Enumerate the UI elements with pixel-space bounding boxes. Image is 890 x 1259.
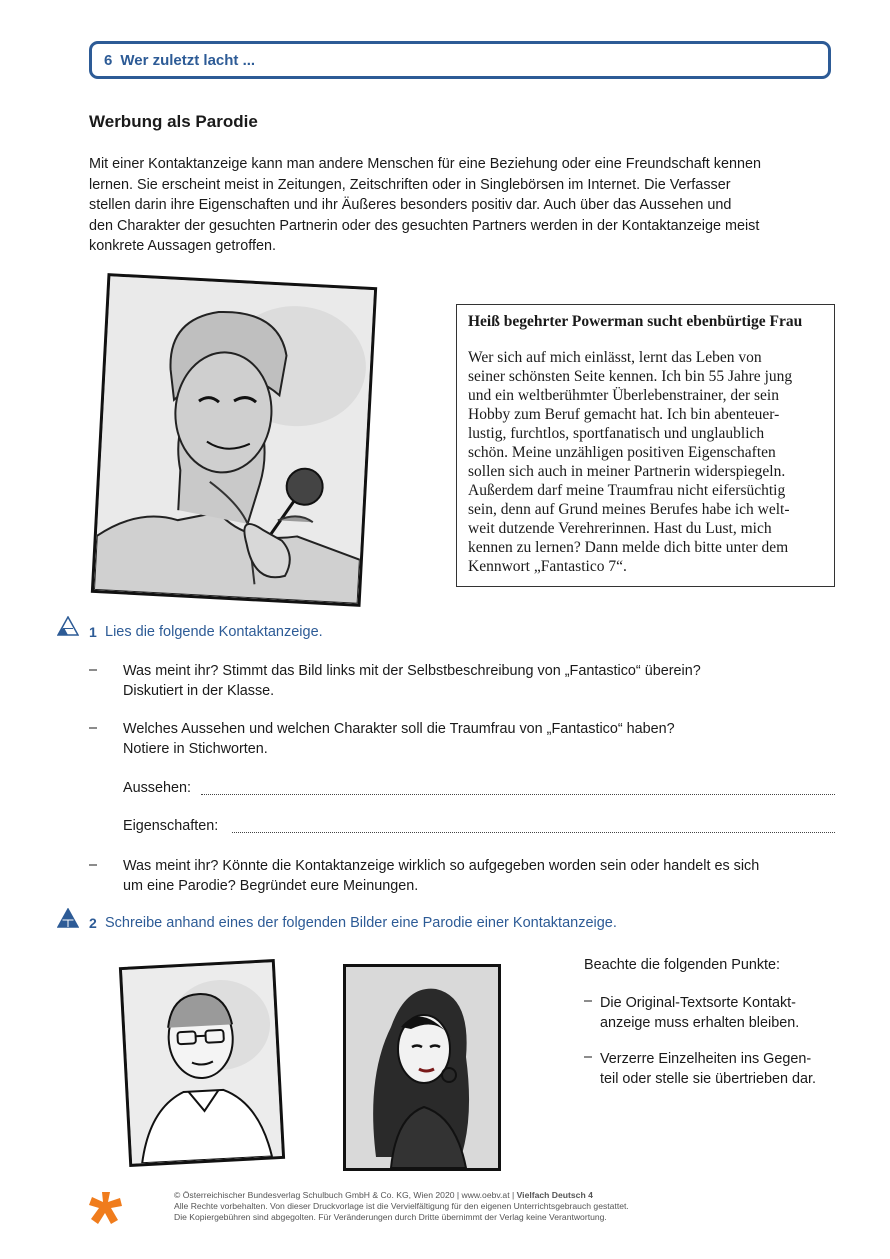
ad-line: Hobby zum Beruf gemacht hat. Ich bin abenteuer- bbox=[468, 406, 780, 423]
illustration-man-with-rose bbox=[91, 273, 377, 607]
task-1-bullet-2-line-2: Notiere in Stichworten. bbox=[123, 741, 268, 757]
woman-drawing bbox=[346, 967, 498, 1168]
appearance-label: Aussehen: bbox=[123, 780, 192, 796]
ad-line: kennen zu lernen? Dann melde dich bitte unter dem bbox=[468, 539, 789, 556]
note-2 bbox=[600, 1049, 816, 1089]
note-1-line-2: anzeige muss erhalten bleiben. bbox=[600, 1015, 800, 1031]
ad-line: Kennwort „Fantastico 7“. bbox=[468, 558, 627, 575]
ad-line: lustig, furchtlos, sportfanatisch und unglaublich bbox=[468, 425, 765, 442]
footer-copyright bbox=[174, 1190, 629, 1223]
footer-line-2: Alle Rechte vorbehalten. Von dieser Druckvorlage ist die Vervielfältigung für den eigenen Unterrichtsgebrauch gestattet. bbox=[174, 1201, 629, 1211]
chapter-header bbox=[104, 52, 255, 69]
ad-line: sollen sich auch in meiner Partnerin widerspiegeln. bbox=[468, 463, 786, 480]
contact-ad-title: Heiß begehrter Powerman sucht ebenbürtige Frau bbox=[468, 313, 803, 330]
bullet-dash: – bbox=[89, 857, 98, 873]
ad-line: sein, denn auf Grund meines Berufes habe ich welt- bbox=[468, 501, 790, 518]
level-2-triangle-icon bbox=[57, 908, 79, 928]
ad-line: Außerdem darf meine Traumfrau nicht eifersüchtig bbox=[468, 482, 786, 499]
note-1-line-1: Die Original-Textsorte Kontakt- bbox=[600, 995, 796, 1011]
task-1-number: 1 bbox=[89, 624, 97, 640]
ad-line: schön. Meine unzähligen positiven Eigenschaften bbox=[468, 444, 776, 461]
intro-line: lernen. Sie erscheint meist in Zeitungen, Zeitschriften oder in Singlebörsen im Internet. Die Verfasser bbox=[89, 176, 731, 193]
ad-line: und ein weltberühmter Überlebenstrainer, der sein bbox=[468, 387, 779, 404]
footer-book-title: Vielfach Deutsch 4 bbox=[516, 1190, 593, 1200]
publisher-logo-icon bbox=[88, 1190, 124, 1226]
traits-answer-line[interactable] bbox=[232, 820, 835, 833]
illustration-man-with-glasses bbox=[119, 959, 285, 1167]
task-1-instruction: Lies die folgende Kontaktanzeige. bbox=[105, 624, 323, 640]
level-1-triangle-icon bbox=[57, 616, 79, 636]
task-1-bullet-3-line-2: um eine Parodie? Begründet eure Meinungen. bbox=[123, 878, 419, 894]
appearance-answer-row bbox=[123, 780, 191, 796]
footer-line-3: Die Kopiergebühren sind abgegolten. Für Veränderungen durch Dritte übernimmt der Verlag keine Verantwortung. bbox=[174, 1212, 607, 1222]
intro-line: stellen darin ihre Eigenschaften und ihr Äußeres besonders positiv dar. Auch über das Aussehen und bbox=[89, 197, 732, 213]
note-2-line-2: teil oder stelle sie übertrieben dar. bbox=[600, 1071, 816, 1087]
man-with-glasses-drawing bbox=[122, 962, 282, 1164]
note-dash: – bbox=[584, 1049, 593, 1065]
ad-line: Wer sich auf mich einlässt, lernt das Leben von bbox=[468, 349, 762, 366]
bullet-dash: – bbox=[89, 662, 98, 678]
appearance-answer-line[interactable] bbox=[201, 782, 835, 795]
bullet-dash: – bbox=[89, 720, 98, 736]
traits-answer-row bbox=[123, 818, 218, 834]
note-2-line-1: Verzerre Einzelheiten ins Gegen- bbox=[600, 1051, 812, 1067]
task-2-number: 2 bbox=[89, 915, 97, 931]
task-2-instruction: Schreibe anhand eines der folgenden Bilder eine Parodie einer Kontaktanzeige. bbox=[105, 915, 617, 931]
footer-line-1: © Österreichischer Bundesverlag Schulbuch GmbH & Co. KG, Wien 2020 | www.oebv.at | bbox=[174, 1190, 517, 1200]
notes-heading: Beachte die folgenden Punkte: bbox=[584, 957, 781, 973]
intro-paragraph bbox=[89, 154, 829, 257]
intro-line: den Charakter der gesuchten Partnerin oder des gesuchten Partners werden in der Kontaktanzeige meist bbox=[89, 217, 760, 234]
intro-line: Mit einer Kontaktanzeige kann man andere Menschen für eine Beziehung oder eine Freundschaft kennen bbox=[89, 156, 761, 172]
chapter-number: 6 bbox=[104, 52, 113, 69]
chapter-title: Wer zuletzt lacht ... bbox=[120, 52, 256, 69]
note-1 bbox=[600, 993, 799, 1033]
task-1-bullet-1-line-2: Diskutiert in der Klasse. bbox=[123, 683, 275, 699]
task-1-bullet-2-line-1: Welches Aussehen und welchen Charakter soll die Traumfrau von „Fantastico“ haben? bbox=[123, 721, 675, 737]
contact-ad-body bbox=[468, 348, 828, 576]
illustration-woman bbox=[343, 964, 501, 1171]
task-1-bullet-3-line-1: Was meint ihr? Könnte die Kontaktanzeige wirklich so aufgegeben worden sein oder handelt es sich bbox=[123, 858, 760, 874]
note-dash: – bbox=[584, 993, 593, 1009]
section-title: Werbung als Parodie bbox=[89, 112, 258, 131]
traits-label: Eigenschaften: bbox=[123, 818, 219, 834]
ad-line: weit dutzende Verehrerinnen. Hast du Lust, mich bbox=[468, 520, 772, 537]
ad-line: seiner schönsten Seite kennen. Ich bin 55 Jahre jung bbox=[468, 368, 793, 385]
intro-line: konkrete Aussagen getroffen. bbox=[89, 238, 276, 254]
man-with-rose-drawing bbox=[94, 276, 374, 603]
task-1-bullet-1-line-1: Was meint ihr? Stimmt das Bild links mit der Selbstbeschreibung von „Fantastico“ überein? bbox=[123, 663, 701, 679]
